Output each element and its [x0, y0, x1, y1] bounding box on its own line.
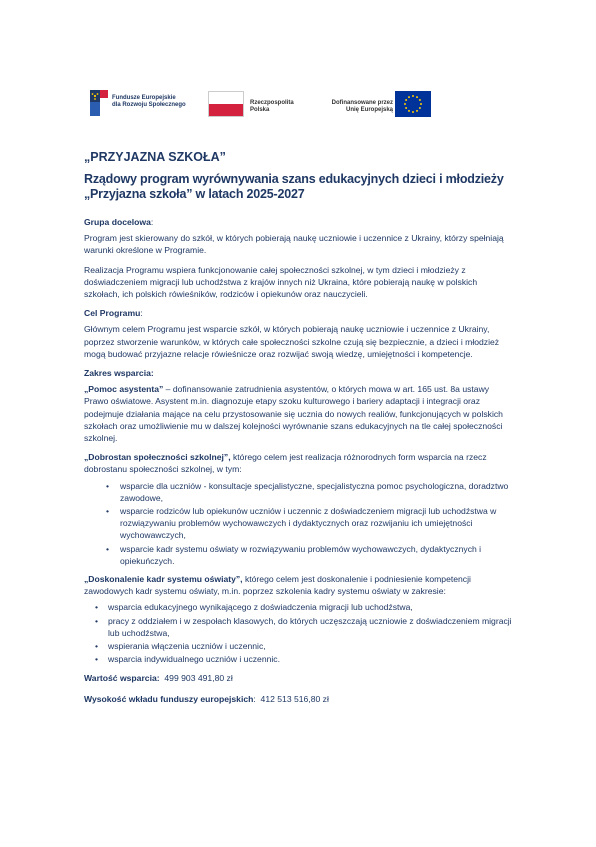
- page-subtitle: Rządowy program wyrównywania szans edukacyjnych dzieci i młodzieży „Przyjazna szkoła” w latach 2025-2027: [84, 172, 504, 201]
- ue-line2: Unię Europejską: [345, 107, 393, 113]
- grupa-paragraph-2: Realizacja Programu wspiera funkcjonowanie całej społeczności szkolnej, w tym dzieci i młodzieży z doświadczeniem migracji lub uchodźstwa z krajów innych niż Ukraina, które pobierają naukę w polskich szkołach, ich polskich rówieśników, rodziców i opiekunów oraz nauczycieli.: [84, 264, 478, 300]
- wklad-funduszy: Wysokość wkładu funduszy europejskich: 412 513 516,80 zł: [84, 693, 329, 704]
- doskonalenie-label: „Doskonalenie kadr systemu oświaty”,: [84, 574, 243, 585]
- ue-line1: Dofinansowane przez: [331, 100, 393, 106]
- rp-line2: Polska: [250, 107, 270, 113]
- grupa-paragraph-1: Program jest skierowany do szkół, w których pobierają naukę uczniowie i uczennice z Ukrainy, którzy spełniają warunki określone w Programie.: [84, 233, 504, 256]
- grupa-heading: Grupa docelowa:: [84, 217, 154, 227]
- list-item: • pracy z oddziałem i w zespołach klasowych, do których uczęszczają uczniowie z doświadczeniem migracji lub uchodźstwa,: [108, 615, 514, 639]
- document-body: [84, 150, 514, 714]
- rp-line1: Rzeczpospolita: [250, 100, 294, 106]
- doskonalenie-list: [84, 601, 514, 665]
- fundusze-europejskie-logo: [88, 88, 200, 118]
- dobrostan-paragraph: „Dobrostan społeczności szkolnej”, którego celem jest realizacja różnorodnych form wsparcia na rzecz dobrostanu społeczności szkolnej, w tym:: [84, 452, 487, 475]
- pomoc-asystenta-label: „Pomoc asystenta”: [84, 384, 164, 395]
- dobrostan-list: [84, 480, 514, 567]
- wartosc-wsparcia: Wartość wsparcia: 499 903 491,80 zł: [84, 672, 233, 683]
- list-item: • wsparcie kadr systemu oświaty w rozwiązywaniu problemów wychowawczych, dydaktycznych i opiekuńczych.: [120, 543, 514, 567]
- pomoc-asystenta-paragraph: „Pomoc asystenta” – dofinansowanie zatrudnienia asystentów, o których mowa w art. 165 ust. 8a ustawy Prawo oświatowe. Asystent m.in. diagnozuje etapy szoku kulturowego i bariery adaptacji i integracji oraz podejmuje działania mające na celu przystosowanie się ucznia do nowych realiów, funkcjonujących w polskich szkołach oraz umożliwienie mu w dalszej kolejności wyrównanie szans edukacyjnych na tle całej społeczności szkolnej.: [84, 384, 503, 444]
- doskonalenie-paragraph: „Doskonalenie kadr systemu oświaty”, którego celem jest doskonalenie i podniesienie kompetencji zawodowych kadr systemu oświaty, m.in. poprzez szkolenia kadry systemu oświaty w zakresie:: [84, 574, 471, 597]
- wartosc-value: 499 903 491,80 zł: [164, 672, 233, 683]
- list-item: • wsparcie dla uczniów - konsultacje specjalistyczne, specjalistyczna pomoc psychologiczna, doradztwo zawodowe,: [120, 480, 514, 504]
- rzeczpospolita-polska-logo: [208, 91, 308, 119]
- wklad-value: 412 513 516,80 zł: [260, 693, 329, 704]
- list-item: • wspierania włączenia uczniów i uczennic,: [108, 640, 514, 652]
- list-item: • wsparcie rodziców lub opiekunów uczniów i uczennic z doświadczeniem migracji lub uchodźstwa w rozwiązywaniu problemów wychowawczych i dydaktycznych oraz rozwijaniu ich umiejętności wychowawczych,: [120, 505, 514, 542]
- cel-heading: Cel Programu:: [84, 308, 143, 319]
- fe-emblem-icon: [88, 88, 110, 118]
- fe-line1: Fundusze Europejskie: [112, 95, 176, 101]
- cel-paragraph: Głównym celem Programu jest wsparcie szkół, w których pobierają naukę uczniowie i uczennice z Ukrainy, poprzez stworzenie warunków, w których całe społeczności szkolne czują się bezpiecznie, a dzieci i młodzież mogą budować przyjazne relacje rówieśnicze oraz rozwijać swoją wiedzę, umiejętności i kompetencje.: [84, 324, 500, 359]
- eu-flag-icon: [395, 91, 431, 117]
- fe-line2: dla Rozwoju Społecznego: [112, 102, 186, 108]
- dobrostan-label: „Dobrostan społeczności szkolnej”,: [84, 452, 231, 463]
- list-item: • wsparcia indywidualnego uczniów i uczennic.: [108, 653, 514, 665]
- polish-flag-icon: [208, 91, 244, 117]
- zakres-heading: Zakres wsparcia:: [84, 368, 154, 379]
- unia-europejska-logo: [316, 91, 431, 119]
- page-title: „PRZYJAZNA SZKOŁA”: [84, 150, 226, 164]
- list-item: • wsparcia edukacyjnego wynikającego z doświadczenia migracji lub uchodźstwa,: [108, 601, 514, 613]
- logo-bar: [88, 86, 428, 122]
